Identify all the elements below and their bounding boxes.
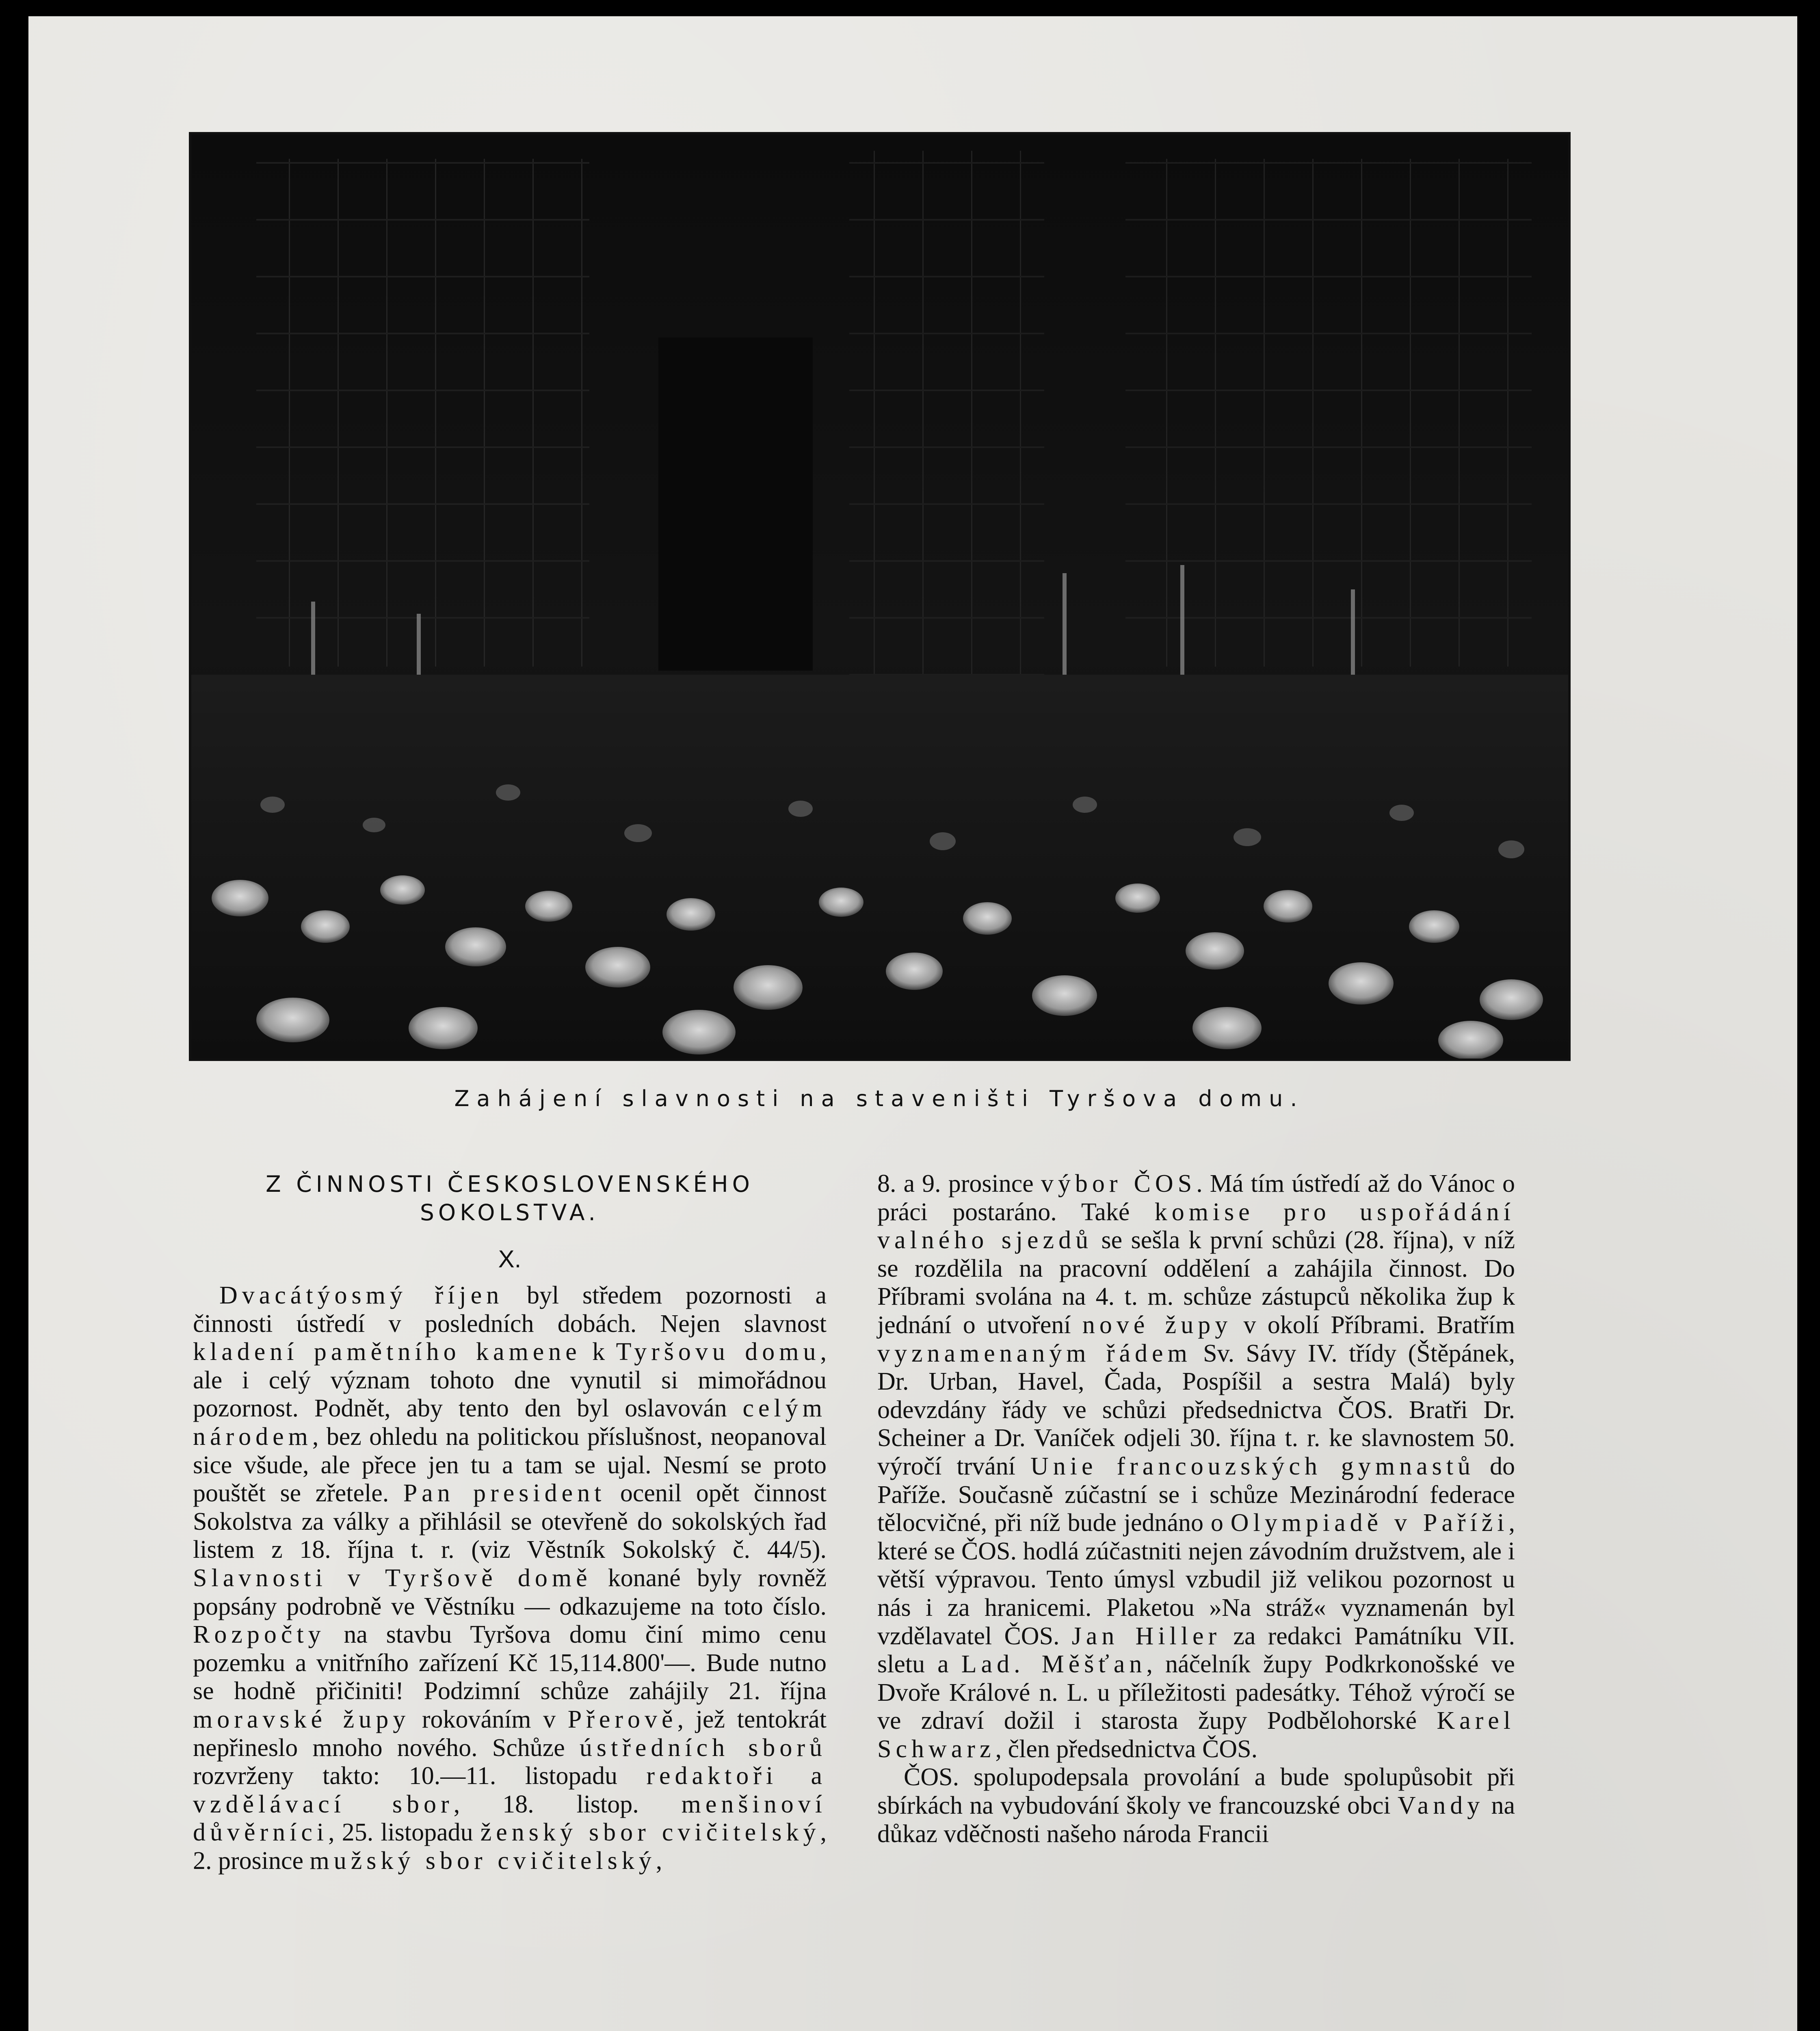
spaced-emphasis-text: Tyršovu domu xyxy=(616,1338,820,1366)
body-text-run: ČOS. spolupodepsala provolání a bude spolupůsobit při sbírkách na vybudování školy ve francouzské obci xyxy=(877,1763,1515,1820)
spaced-emphasis-text: menšinoví důvěrníci xyxy=(193,1790,827,1847)
spaced-emphasis-text: Dvacátýosmý říjen xyxy=(219,1282,504,1309)
body-text-run: v okolí Příbrami. Bratřím xyxy=(1232,1311,1515,1339)
spaced-emphasis-text: výbor ČOS xyxy=(1041,1170,1197,1197)
body-text-run: konané byly rovněž popsány podrobně ve Věstníku — odkazujeme na toto číslo. xyxy=(193,1564,827,1620)
right-column xyxy=(877,1170,1515,1848)
photo-caption: Zahájení slavnosti na staveništi Tyršova domu. xyxy=(454,1086,1305,1111)
body-text-run: 8. a 9. prosince xyxy=(877,1170,1041,1197)
spaced-emphasis-text: celým národem xyxy=(193,1394,827,1451)
body-text-run: , ale i celý význam tohoto dne vynutil si mimořádnou pozornost. Podnět, aby tento den byl oslavován xyxy=(193,1338,827,1423)
body-text-run: , jež tentokrát nepřineslo mnoho nového. Schůze xyxy=(193,1705,827,1762)
document-page xyxy=(28,16,1797,2031)
left-column xyxy=(193,1170,827,1875)
crowd-photograph-image xyxy=(191,134,1568,1059)
spaced-emphasis-text: komise pro uspořádání valného sjezdů xyxy=(877,1198,1515,1254)
article-title-line-2: SOKOLSTVA. xyxy=(420,1200,599,1226)
spaced-emphasis-text: Přerově xyxy=(567,1705,677,1733)
spaced-emphasis-text: nové župy xyxy=(1082,1311,1232,1339)
spaced-emphasis-text: ženský sbor cvičitelský xyxy=(480,1819,820,1847)
spaced-emphasis-text: vyznamenaným řádem xyxy=(877,1339,1192,1367)
spaced-emphasis-text: Slavnosti v Tyršově domě xyxy=(193,1564,592,1592)
body-text-run: , které se ČOS. hodlá zúčastniti nejen závodním družstvem, ale i větší výpravou. Tento úmysl vzbudil již velikou pozornost u nás i za hranicemi. Plaketou »Na stráž« vyznamenán byl vzdělavatel ČOS. xyxy=(877,1509,1515,1650)
spaced-emphasis-text: Rozpočty xyxy=(193,1621,325,1649)
body-text-run: , 25. listopadu xyxy=(328,1819,480,1847)
body-text-run: byl středem pozornosti a činnosti ústředí v posledních dobách. Nejen slavnost xyxy=(193,1282,827,1338)
body-text-run: , člen předsednictva ČOS. xyxy=(995,1735,1258,1763)
body-text-run: k xyxy=(581,1338,616,1366)
left-paragraph-1 xyxy=(193,1282,827,1875)
body-text-run: se sešla k první schůzi (28. října), v níž se rozdělila na pracovní oddělení a zahájila činnost. Do Příbrami svolána na 4. t. m. schůze zástupců několika žup k jednání o utvoření xyxy=(877,1226,1515,1339)
spaced-emphasis-text: ústředních sborů xyxy=(579,1734,827,1762)
body-text-run: ocenil opět činnost Sokolstva za války a přihlásil se otevřeně do sokolských řad listem z 18. října t. r. (viz Věstník Sokolský č. 44/5). xyxy=(193,1479,827,1564)
body-text-run: na důkaz vděčnosti našeho národa Francii xyxy=(877,1792,1515,1848)
spaced-emphasis-text: Karel Schwarz xyxy=(877,1707,1515,1763)
body-text-run: rozvrženy takto: 10.—11. listopadu xyxy=(193,1762,647,1790)
body-text-run: , xyxy=(656,1847,662,1875)
section-number: X. xyxy=(498,1245,522,1273)
right-paragraph-1 xyxy=(877,1170,1515,1763)
spaced-emphasis-text: Olympiadě v Paříži xyxy=(1230,1509,1509,1537)
spaced-emphasis-text: kladení pamětního kamene xyxy=(193,1338,581,1366)
right-paragraph-2 xyxy=(877,1763,1515,1848)
body-text-run: , bez ohledu na politickou příslušnost, neopanoval sice všude, ale přece jen tu a tam se ujal. Nesmí se proto pouštět se zřetele. xyxy=(193,1423,827,1507)
spaced-emphasis-text: Jan Hiller xyxy=(1071,1622,1221,1650)
body-text-run: . Má tím ústředí až do Vánoc o práci postaráno. Také xyxy=(877,1170,1515,1226)
body-text-run: , náčelník župy Podkrkonošské ve Dvoře Králové n. L. u příležitosti padesátky. Téhož výročí se ve zdraví dožil i starosta župy Podbělohorské xyxy=(877,1650,1515,1735)
body-text-run: za redakci Památníku VII. sletu a xyxy=(877,1622,1515,1678)
spaced-emphasis-text: Unie francouzských gymnastů xyxy=(1030,1452,1475,1480)
spaced-emphasis-text: mužský sbor cvičitelský xyxy=(309,1847,656,1875)
body-text-run: do Paříže. Současně zúčastní se i schůze Mezinárodní federace tělocvičné, při níž bude jednáno o xyxy=(877,1452,1515,1537)
body-text-run: , 2. prosince xyxy=(193,1819,827,1875)
spaced-emphasis-text: Vandy xyxy=(1397,1792,1485,1820)
spaced-emphasis-text: moravské župy xyxy=(193,1705,410,1733)
body-text-run: Sv. Sávy IV. třídy (Štěpánek, Dr. Urban, Havel, Čada, Pospíšil a sestra Malá) byly odevzdány řády ve schůzi předsednictva ČOS. Bratři Dr. Scheiner a Dr. Vaníček odjeli 30. října t. r. ke slavnostem 50. výročí trvání xyxy=(877,1339,1515,1480)
body-text-run: rokováním v xyxy=(410,1705,568,1733)
spaced-emphasis-text: redaktoři a vzdělávací sbor xyxy=(193,1762,827,1818)
spaced-emphasis-text: Pan president xyxy=(403,1479,606,1507)
article-title-line-1: Z ČINNOSTI ČESKOSLOVENSKÉHO xyxy=(266,1171,754,1197)
crowd-photograph xyxy=(189,132,1571,1061)
body-text-run: , 18. listop. xyxy=(453,1790,682,1818)
body-text-run: na stavbu Tyršova domu činí mimo cenu pozemku a vnitřního zařízení Kč 15,114.800'—. Bude nutno se hodně přičiniti! Podzimní schůze zahájily 21. října xyxy=(193,1621,827,1705)
spaced-emphasis-text: Lad. Měšťan xyxy=(961,1650,1147,1678)
